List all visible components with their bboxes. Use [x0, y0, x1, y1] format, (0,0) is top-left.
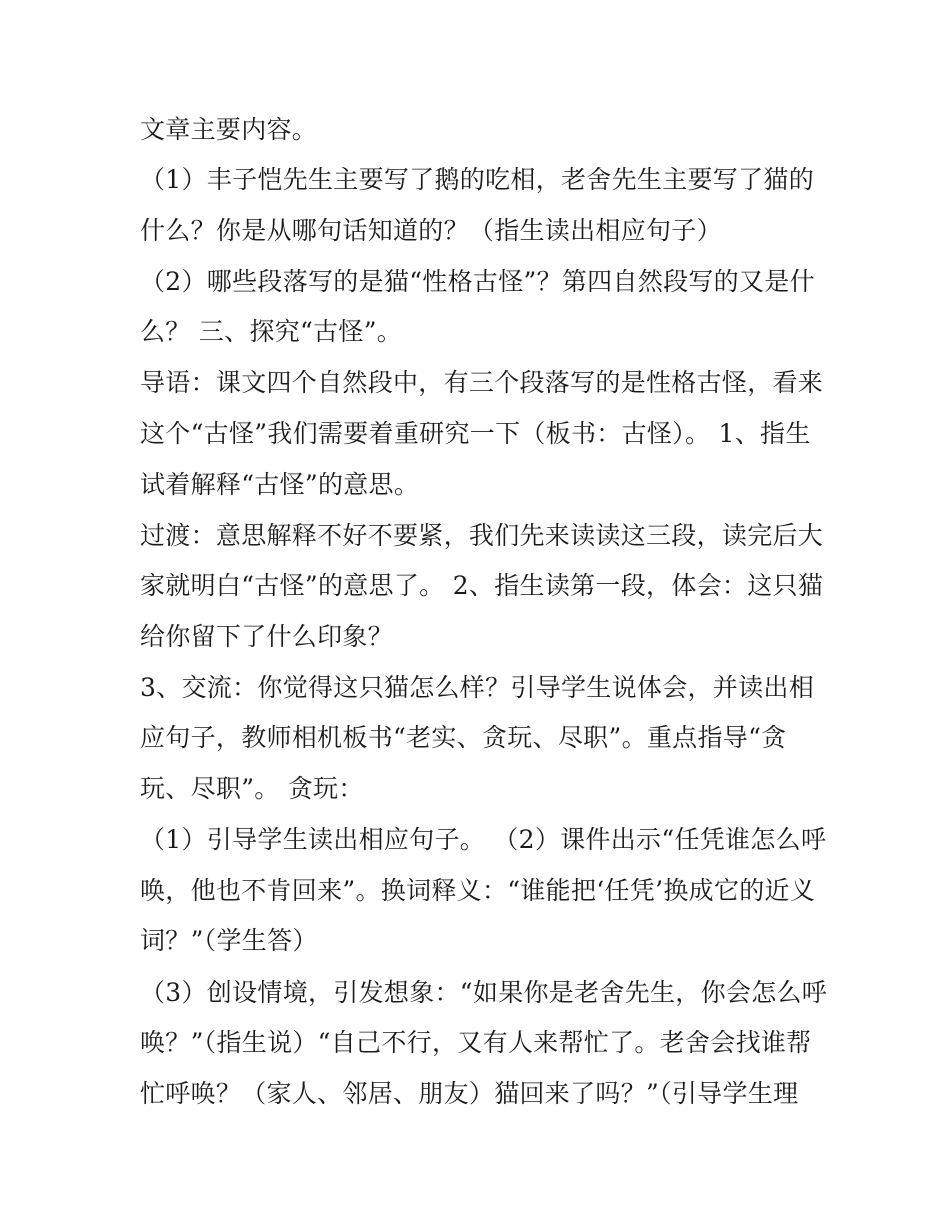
- text-line-20: 忙呼唤？（家人、邻居、朋友）猫回来了吗？”（引导学生理: [140, 1079, 799, 1108]
- text-line-16: 唤，他也不肯回来”。换词释义：“谁能把‘任凭’换成它的近义: [140, 876, 816, 905]
- text-line-3: 什么？你是从哪句话知道的？（指生读出相应句子）: [140, 216, 722, 245]
- text-line-6: 导语：课文四个自然段中，有三个段落写的是性格古怪，看来: [140, 368, 824, 397]
- text-line-13: 应句子，教师相机板书“老实、贪玩、尽职”。重点指导“贪: [140, 723, 787, 752]
- text-line-19: 唤？”（指生说）“自己不行，又有人来帮忙了。老舍会找谁帮: [140, 1028, 812, 1057]
- text-line-8: 试着解释“古怪”的意思。: [140, 470, 420, 499]
- text-line-18: （3）创设情境，引发想象：“如果你是老舍先生，你会怎么呼: [140, 978, 828, 1007]
- text-line-17: 词？”（学生答）: [140, 926, 318, 955]
- text-line-15: （1）引导学生读出相应句子。 （2）课件出示“任凭谁怎么呼: [140, 825, 827, 854]
- text-line-4: （2）哪些段落写的是猫“性格古怪”？第四自然段写的又是什: [140, 267, 815, 296]
- text-line-12: 3、交流：你觉得这只猫怎么样？引导学生说体会，并读出相: [140, 673, 815, 702]
- text-line-9: 过渡：意思解释不好不要紧，我们先来读读这三段，读完后大: [140, 521, 824, 550]
- text-line-5: 么？ 三、探究“古怪”。: [140, 317, 403, 346]
- text-line-10: 家就明白“古怪”的意思了。 2、指生读第一段，体会：这只猫: [140, 571, 824, 600]
- text-line-11: 给你留下了什么印象？: [140, 622, 394, 651]
- text-line-2: （1）丰子恺先生主要写了鹅的吃相，老舍先生主要写了猫的: [140, 165, 815, 194]
- text-line-14: 玩、尽职”。 贪玩：: [140, 774, 364, 803]
- text-line-1: 文章主要内容。: [140, 115, 318, 144]
- text-line-7: 这个“古怪”我们需要着重研究一下（板书：古怪）。 1、指生: [140, 419, 811, 448]
